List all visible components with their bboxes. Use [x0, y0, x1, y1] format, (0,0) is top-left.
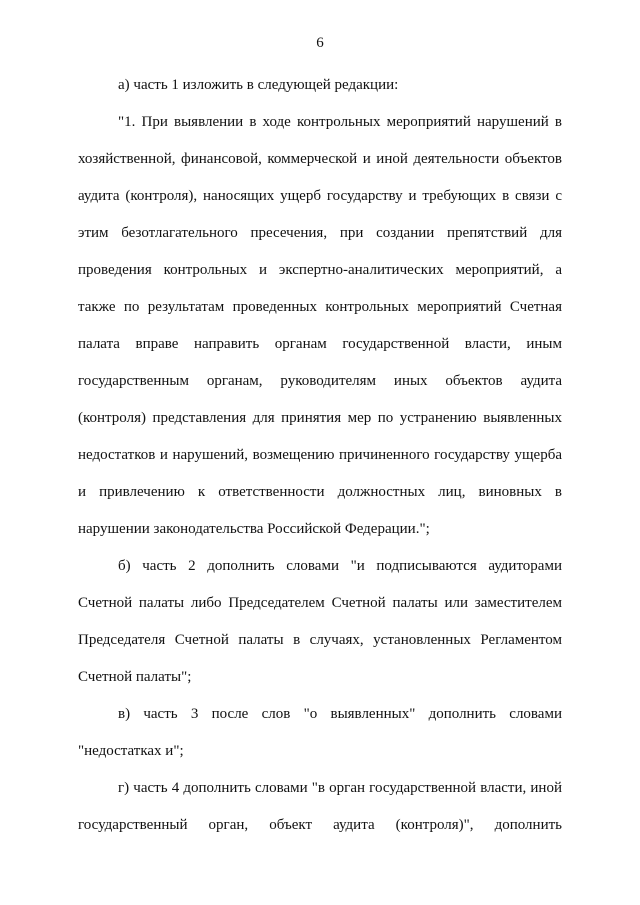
paragraph-g: г) часть 4 дополнить словами "в орган государственной власти, иной государственный орган, объект аудита (контроля)", дополнить	[78, 780, 562, 833]
page-number: 6	[316, 35, 324, 51]
paragraph-b: б) часть 2 дополнить словами "и подписываются аудиторами Счетной палаты либо Председателем Счетной палаты или заместителем Председателя Счетной палаты в случаях, установленных Регламентом Счетной палаты";	[78, 558, 562, 685]
paragraph-amendment-text: "1. При выявлении в ходе контрольных мероприятий нарушений в хозяйственной, финансовой, коммерческой и иной деятельности объектов аудита (контроля), наносящих ущерб государству и требующих в связи с этим безотлагательного пресечения, при создании препятствий для проведения контрольных и экспертно-аналитических мероприятий, а также по результатам проведенных контрольных мероприятий Счетная палата вправе направить органам государственной власти, иным государственным органам, руководителям иных объектов аудита (контроля) представления для принятия мер по устранению выявленных недостатков и нарушений, возмещению причиненного государству ущерба и привлечению к ответственности должностных лиц, виновных в нарушении законодательства Российской Федерации.";	[78, 114, 562, 537]
paragraph-a-intro: а) часть 1 изложить в следующей редакции:	[118, 77, 399, 93]
document-body	[78, 67, 562, 844]
paragraph-v: в) часть 3 после слов "о выявленных" дополнить словами "недостатках и";	[78, 706, 562, 759]
